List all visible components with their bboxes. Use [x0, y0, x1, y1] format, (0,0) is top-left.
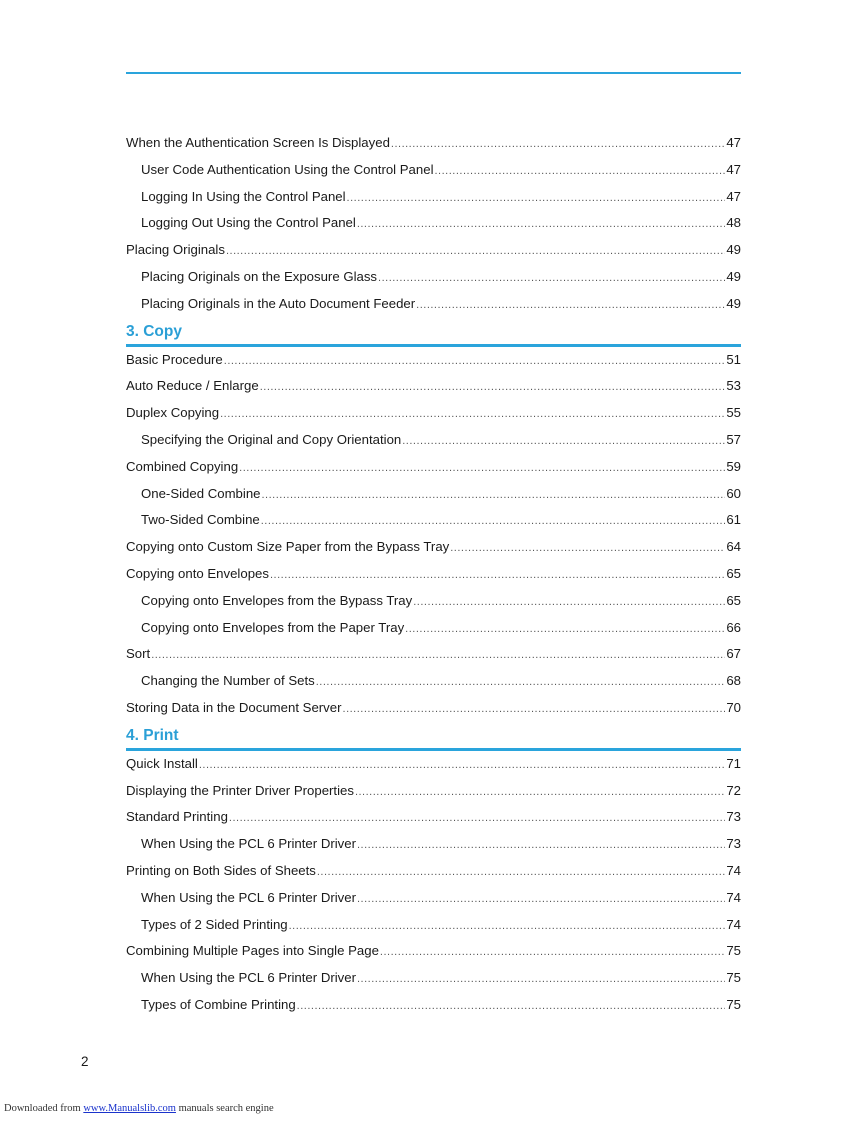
toc-entry-title: Displaying the Printer Driver Properties — [126, 782, 354, 798]
dot-leader — [357, 966, 725, 993]
dot-leader — [357, 832, 725, 859]
dot-leader — [402, 428, 725, 455]
dot-leader — [289, 913, 726, 940]
toc-entry-title: Basic Procedure — [126, 351, 223, 367]
dot-leader — [316, 669, 726, 696]
dot-leader — [239, 455, 725, 482]
chapter-heading-print — [126, 722, 741, 749]
toc-entry[interactable] — [126, 264, 741, 291]
toc-entry-page: 49 — [726, 295, 741, 311]
toc-entry[interactable] — [126, 588, 741, 615]
toc-group-copy — [126, 347, 741, 722]
toc-entry-page: 59 — [726, 458, 741, 474]
toc-entry-page: 47 — [726, 135, 741, 150]
toc-entry[interactable] — [126, 804, 741, 831]
toc-entry-page: 47 — [726, 188, 741, 204]
toc-entry-title: When Using the PCL 6 Printer Driver — [141, 836, 356, 852]
dot-leader — [357, 211, 726, 238]
toc-entry-page: 74 — [726, 916, 741, 932]
toc-entry-page: 55 — [726, 405, 741, 421]
toc-entry-title: Copying onto Envelopes from the Paper Tray — [141, 619, 405, 635]
toc-group-print — [126, 751, 741, 1019]
toc-entry-page: 65 — [726, 592, 741, 608]
toc-entry[interactable] — [126, 373, 741, 400]
toc-entry-title: When the Authentication Screen Is Displayed — [126, 135, 390, 150]
toc-entry-page: 65 — [726, 565, 741, 581]
toc-entry-title: When Using the PCL 6 Printer Driver — [141, 970, 356, 986]
toc-entry[interactable] — [126, 427, 741, 454]
toc-entry[interactable] — [126, 561, 741, 588]
dot-leader — [413, 589, 725, 616]
chapter-heading-copy — [126, 318, 741, 345]
toc-entry[interactable] — [126, 481, 741, 508]
header-rule — [126, 72, 741, 74]
toc-entry-title: Specifying the Original and Copy Orientation — [141, 431, 402, 447]
toc-entry[interactable] — [126, 778, 741, 805]
toc-entry-page: 51 — [726, 351, 741, 367]
toc-entry-page: 64 — [726, 539, 741, 555]
footer-prefix: Downloaded from — [4, 1103, 84, 1114]
dot-leader — [229, 805, 725, 832]
toc-entry[interactable] — [126, 641, 741, 668]
dot-leader — [405, 616, 725, 643]
toc-entry-page: 67 — [726, 646, 741, 662]
toc-entry-title: When Using the PCL 6 Printer Driver — [141, 889, 356, 905]
toc-entry-page: 72 — [726, 782, 741, 798]
toc-entry[interactable] — [126, 938, 741, 965]
toc-entry-page: 74 — [726, 889, 741, 905]
toc-entry-page: 70 — [726, 699, 741, 715]
chapter-rule — [126, 344, 741, 347]
dot-leader — [355, 779, 725, 806]
toc-entry[interactable] — [126, 695, 741, 722]
toc-entry-title: Logging Out Using the Control Panel — [141, 215, 356, 231]
dot-leader — [226, 238, 725, 265]
download-footer — [4, 1103, 274, 1114]
toc-entry-page: 60 — [726, 485, 741, 501]
toc-entry-title: Printing on Both Sides of Sheets — [126, 862, 316, 878]
page-number: 2 — [81, 1054, 89, 1069]
toc-entry-title: Placing Originals — [126, 242, 225, 258]
toc-entry[interactable] — [126, 831, 741, 858]
dot-leader — [317, 859, 725, 886]
toc-entry[interactable] — [126, 507, 741, 534]
dot-leader — [450, 535, 725, 562]
toc-entry[interactable] — [126, 751, 741, 778]
dot-leader — [347, 185, 726, 212]
toc-entry-title: Storing Data in the Document Server — [126, 699, 342, 715]
toc-entry[interactable] — [126, 237, 741, 264]
dot-leader — [297, 993, 726, 1020]
toc-entry-page: 73 — [726, 836, 741, 852]
dot-leader — [391, 131, 725, 158]
chapter-title: 4. Print — [126, 726, 179, 744]
toc-entry[interactable] — [126, 912, 741, 939]
toc-group-1 — [126, 130, 741, 318]
dot-leader — [220, 401, 725, 428]
toc-entry-title: Placing Originals in the Auto Document Feeder — [141, 295, 416, 311]
toc-entry-title: Quick Install — [126, 755, 198, 771]
toc-entry-title: Combining Multiple Pages into Single Page — [126, 943, 379, 959]
dot-leader — [416, 292, 725, 319]
toc-entry[interactable] — [126, 157, 741, 184]
toc-entry[interactable] — [126, 184, 741, 211]
toc-entry-title: User Code Authentication Using the Control Panel — [141, 161, 434, 177]
toc-entry-page: 68 — [726, 673, 741, 689]
toc-entry-page: 47 — [726, 161, 741, 177]
dot-leader — [151, 642, 725, 669]
toc-entry-title: Copying onto Envelopes — [126, 565, 269, 581]
toc-entry-title: Combined Copying — [126, 458, 239, 474]
toc-entry-title: Auto Reduce / Enlarge — [126, 378, 259, 394]
toc-entry[interactable] — [126, 291, 741, 318]
toc-entry[interactable] — [126, 454, 741, 481]
toc-entry-page: 74 — [726, 862, 741, 878]
toc-entry-page: 49 — [726, 242, 741, 258]
toc-entry-title: Two-Sided Combine — [141, 512, 260, 528]
dot-leader — [261, 508, 726, 535]
toc-entry[interactable] — [126, 210, 741, 237]
toc-entry-title: Duplex Copying — [126, 405, 220, 421]
dot-leader — [435, 158, 726, 185]
toc-entry[interactable] — [126, 965, 741, 992]
chapter-rule — [126, 748, 741, 751]
toc-entry-page: 66 — [726, 619, 741, 635]
toc-entry[interactable] — [126, 668, 741, 695]
footer-suffix: manuals search engine — [175, 1103, 274, 1114]
toc-entry-title: Changing the Number of Sets — [141, 673, 315, 689]
toc-entry-title: Placing Originals on the Exposure Glass — [141, 268, 378, 284]
toc-entry-title: Copying onto Custom Size Paper from the Bypass Tray — [126, 539, 450, 555]
chapter-title: 3. Copy — [126, 322, 182, 340]
toc-entry[interactable] — [126, 885, 741, 912]
toc-entry-page: 53 — [726, 378, 741, 394]
toc-entry[interactable] — [126, 130, 741, 157]
toc-entry-title: Types of Combine Printing — [141, 996, 296, 1012]
dot-leader — [260, 374, 726, 401]
toc-entry-page: 75 — [726, 970, 741, 986]
toc-entry-title: Sort — [126, 646, 151, 662]
dot-leader — [380, 939, 725, 966]
table-of-contents — [126, 130, 741, 1019]
toc-entry[interactable] — [126, 992, 741, 1019]
toc-entry-page: 75 — [726, 996, 741, 1012]
toc-entry-page: 49 — [726, 268, 741, 284]
dot-leader — [262, 482, 726, 509]
toc-entry-title: Copying onto Envelopes from the Bypass Tray — [141, 592, 413, 608]
dot-leader — [357, 886, 725, 913]
toc-entry[interactable] — [126, 400, 741, 427]
toc-entry-page: 71 — [726, 755, 741, 771]
toc-entry-title: Types of 2 Sided Printing — [141, 916, 288, 932]
toc-entry[interactable] — [126, 534, 741, 561]
manualslib-link[interactable]: www.Manualslib.com — [83, 1103, 176, 1114]
toc-entry[interactable] — [126, 858, 741, 885]
dot-leader — [343, 696, 726, 723]
dot-leader — [270, 562, 725, 589]
toc-entry-page: 61 — [726, 512, 741, 528]
toc-entry-page: 73 — [726, 809, 741, 825]
toc-entry-page: 57 — [726, 431, 741, 447]
toc-entry-title: One-Sided Combine — [141, 485, 261, 501]
toc-entry-title: Standard Printing — [126, 809, 228, 825]
toc-entry-title: Logging In Using the Control Panel — [141, 188, 346, 204]
dot-leader — [199, 752, 726, 779]
dot-leader — [378, 265, 725, 292]
toc-entry-page: 75 — [726, 943, 741, 959]
dot-leader — [224, 348, 726, 375]
toc-entry-page: 48 — [726, 215, 741, 231]
toc-entry[interactable] — [126, 347, 741, 374]
toc-entry[interactable] — [126, 615, 741, 642]
